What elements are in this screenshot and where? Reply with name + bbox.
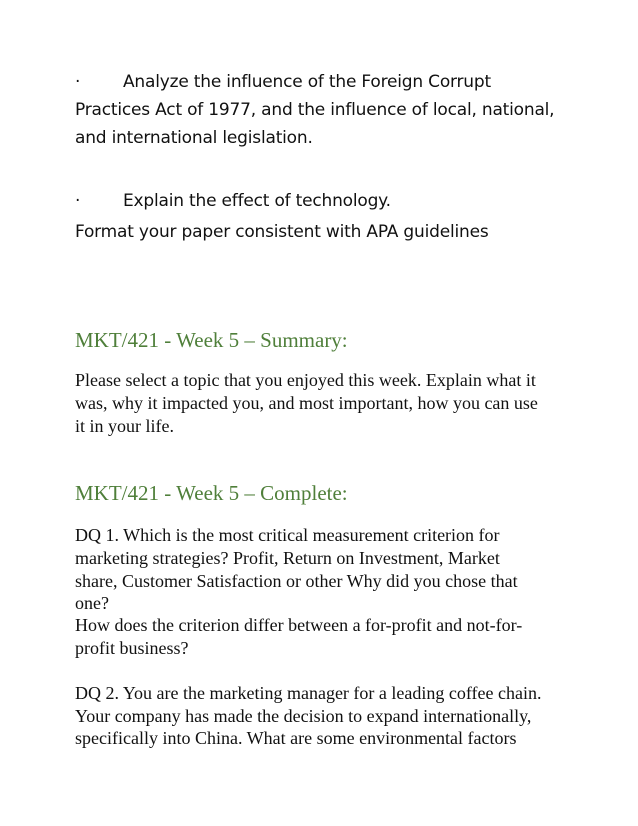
dq2-line-1: DQ 2. You are the marketing manager for a leading coffee chain.	[75, 683, 542, 703]
summary-body-line-3: it in your life.	[75, 416, 174, 436]
dq1-line-1: DQ 1. Which is the most critical measurement criterion for	[75, 525, 500, 545]
bullet-mark: ·	[75, 72, 81, 92]
requirement-item-1-line-2: Practices Act of 1977, and the influence of local, national,	[75, 100, 555, 120]
requirement-item-1-line-3: and international legislation.	[75, 128, 313, 148]
summary-body-line-1: Please select a topic that you enjoyed this week. Explain what it	[75, 370, 536, 390]
dq2-line-3: specifically into China. What are some environmental factors	[75, 728, 517, 748]
summary-body-line-2: was, why it impacted you, and most important, how you can use	[75, 393, 538, 413]
dq2-line-2: Your company has made the decision to expand internationally,	[75, 706, 532, 726]
dq1-line-4: one?	[75, 593, 109, 613]
dq1-line-2: marketing strategies? Profit, Return on Investment, Market	[75, 548, 500, 568]
bullet-mark: ·	[75, 191, 81, 211]
dq1-line-3: share, Customer Satisfaction or other Why did you chose that	[75, 571, 518, 591]
dq1-line-5: How does the criterion differ between a for-profit and not-for-	[75, 615, 523, 635]
requirement-item-1-line-1	[75, 68, 595, 96]
requirement-text: Explain the effect of technology.	[123, 191, 391, 211]
format-note: Format your paper consistent with APA guidelines	[75, 222, 489, 242]
requirement-item-2-line-1	[75, 187, 595, 215]
complete-heading: MKT/421 - Week 5 – Complete:	[75, 481, 348, 505]
summary-heading: MKT/421 - Week 5 – Summary:	[75, 328, 348, 352]
requirement-text: Analyze the influence of the Foreign Corrupt	[123, 72, 491, 92]
dq1-line-6: profit business?	[75, 638, 189, 658]
